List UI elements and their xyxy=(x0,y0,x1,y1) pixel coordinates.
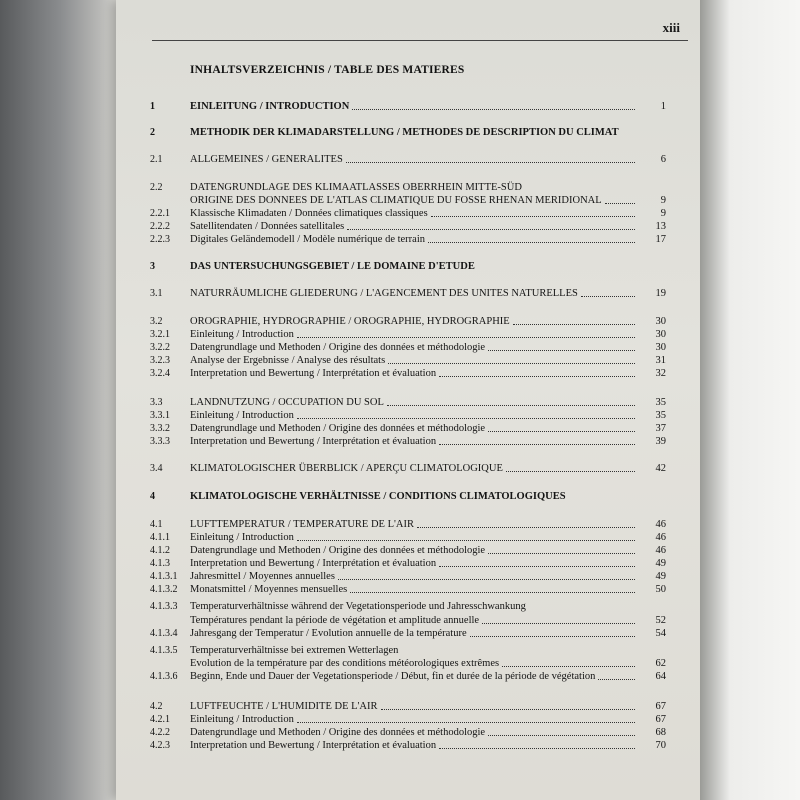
toc-entry-title: Datengrundlage und Methoden / Origine des données et méthodologie xyxy=(190,342,486,353)
dot-leader xyxy=(346,161,635,163)
toc-entry-number: 4.2 xyxy=(150,701,163,712)
toc-entry-number: 4.1.3.3 xyxy=(150,601,178,612)
toc-entry-number: 2.2.2 xyxy=(150,221,170,232)
toc-entry xyxy=(150,409,666,422)
toc-entry xyxy=(150,207,666,220)
toc-entry xyxy=(150,462,666,475)
toc-entry-number: 4.1.3.6 xyxy=(150,671,178,682)
toc-entry-title: NATURRÄUMLICHE GLIEDERUNG / L'AGENCEMENT DES UNITES NATURELLES xyxy=(190,288,578,299)
toc-entry-page: 62 xyxy=(655,658,666,669)
toc-entry-number: 4.2.1 xyxy=(150,714,170,725)
dot-leader xyxy=(605,202,635,204)
toc-entry xyxy=(150,435,666,448)
toc-entry xyxy=(150,181,666,194)
toc-entry-title: Evolution de la température par des conditions météorologiques extrêmes xyxy=(190,658,500,669)
dot-leader xyxy=(598,678,635,680)
dot-leader xyxy=(431,215,635,217)
toc-entry-title: KLIMATOLOGISCHER ÜBERBLICK / APERÇU CLIMATOLOGIQUE xyxy=(190,463,503,474)
toc-entry-title: Klassische Klimadaten / Données climatiques classiques xyxy=(190,208,428,219)
dot-leader xyxy=(488,734,635,736)
toc-entry-title: LANDNUTZUNG / OCCUPATION DU SOL xyxy=(190,397,384,408)
toc-entry xyxy=(150,220,666,233)
toc-entry-page: 46 xyxy=(655,532,666,543)
dot-leader xyxy=(352,108,635,110)
dot-leader xyxy=(488,430,635,432)
toc-entry-page: 19 xyxy=(655,288,666,299)
toc-entry xyxy=(150,233,666,246)
toc-entry-title: ORIGINE DES DONNEES DE L'ATLAS CLIMATIQUE DU FOSSE RHENAN MERIDIONAL xyxy=(190,195,602,206)
toc-entry xyxy=(150,354,666,367)
toc-entry-number: 3.3.2 xyxy=(150,423,170,434)
toc-entry-page: 64 xyxy=(655,671,666,682)
toc-entry-title: Monatsmittel / Moyennes mensuelles xyxy=(190,584,348,595)
toc-entry xyxy=(150,490,666,503)
toc-entry-number: 3.4 xyxy=(150,463,163,474)
toc-entry-page: 17 xyxy=(655,234,666,245)
toc-entry xyxy=(150,260,666,273)
toc-entry-page: 49 xyxy=(655,558,666,569)
toc-entry-number: 4.1.1 xyxy=(150,532,170,543)
toc-entry-page: 35 xyxy=(655,397,666,408)
toc-entry-title: Jahresgang der Temperatur / Evolution annuelle de la température xyxy=(190,628,467,639)
toc-entry-page: 54 xyxy=(655,628,666,639)
dot-leader xyxy=(297,721,635,723)
toc-entry-title: Einleitung / Introduction xyxy=(190,329,294,340)
toc-entry-number: 3.1 xyxy=(150,288,163,299)
toc-entry xyxy=(150,557,666,570)
dot-leader xyxy=(502,665,635,667)
toc-entry-number: 4.1.3.2 xyxy=(150,584,178,595)
toc-entry-page: 39 xyxy=(655,436,666,447)
toc-entry xyxy=(150,726,666,739)
toc-entry-title: Températures pendant la période de végétation et amplitude annuelle xyxy=(190,615,480,626)
toc-entry xyxy=(150,422,666,435)
toc-entry-page: 68 xyxy=(655,727,666,738)
toc-entry-number: 4.1.2 xyxy=(150,545,170,556)
dot-leader xyxy=(439,375,635,377)
toc-entry xyxy=(150,583,666,596)
toc-entry-number: 4.2.3 xyxy=(150,740,170,751)
toc-entry-title: EINLEITUNG / INTRODUCTION xyxy=(190,101,350,112)
dot-leader xyxy=(297,336,635,338)
toc-entry-number: 4.1.3.4 xyxy=(150,628,178,639)
dot-leader xyxy=(417,526,635,528)
toc-entry-page: 31 xyxy=(655,355,666,366)
dot-leader xyxy=(347,228,635,230)
toc-entry-number: 3.2.2 xyxy=(150,342,170,353)
toc-entry-number: 4.1.3.5 xyxy=(150,645,178,656)
toc-entry xyxy=(150,396,666,409)
toc-entry-number: 2.2 xyxy=(150,182,163,193)
toc-entry-title: LUFTTEMPERATUR / TEMPERATURE DE L'AIR xyxy=(190,519,414,530)
page-number: xiii xyxy=(662,20,680,35)
toc-entry-title: Interpretation und Bewertung / Interprétation et évaluation xyxy=(190,740,437,751)
toc-entry xyxy=(150,531,666,544)
dot-leader xyxy=(297,539,635,541)
toc-entry-page: 32 xyxy=(655,368,666,379)
dot-leader xyxy=(482,622,635,624)
toc-entry xyxy=(150,287,666,300)
toc-entry xyxy=(150,627,666,640)
toc-entry-number: 2.2.1 xyxy=(150,208,170,219)
toc-entry xyxy=(150,700,666,713)
toc-entry-title: DAS UNTERSUCHUNGSGEBIET / LE DOMAINE D'ETUDE xyxy=(190,261,475,272)
dot-leader xyxy=(439,443,635,445)
page-edge xyxy=(700,0,800,800)
toc-entry xyxy=(150,126,666,139)
dot-leader xyxy=(506,470,635,472)
dot-leader xyxy=(439,565,635,567)
dot-leader xyxy=(513,323,635,325)
toc-entry-number: 4.1.3.1 xyxy=(150,571,178,582)
toc-entry-page: 70 xyxy=(655,740,666,751)
toc-entry xyxy=(150,315,666,328)
toc-entry xyxy=(150,570,666,583)
toc-entry-number: 4.1 xyxy=(150,519,163,530)
toc-entry-title: Interpretation und Bewertung / Interprétation et évaluation xyxy=(190,436,437,447)
toc-entry-number: 3.3.3 xyxy=(150,436,170,447)
toc-entry xyxy=(150,367,666,380)
toc-entry-page: 1 xyxy=(660,101,666,112)
toc-entry-page: 52 xyxy=(655,615,666,626)
toc-entry-title: Einleitung / Introduction xyxy=(190,532,294,543)
header-rule xyxy=(152,40,688,41)
toc-entry-title: DATENGRUNDLAGE DES KLIMAATLASSES OBERRHEIN MITTE-SÜD xyxy=(190,182,522,193)
toc-entry-number: 2.1 xyxy=(150,154,163,165)
dot-leader xyxy=(488,349,635,351)
toc-entry-title: ALLGEMEINES / GENERALITES xyxy=(190,154,343,165)
toc-entry-page: 37 xyxy=(655,423,666,434)
dot-leader xyxy=(488,552,635,554)
toc-entry-page: 42 xyxy=(655,463,666,474)
toc-entry-number: 4 xyxy=(150,491,155,502)
toc-entry xyxy=(150,670,666,683)
toc-entry xyxy=(150,544,666,557)
toc-entry-number: 3.2.3 xyxy=(150,355,170,366)
toc-entry xyxy=(150,153,666,166)
toc-entry-number: 3.3.1 xyxy=(150,410,170,421)
toc-entry-title: Interpretation und Bewertung / Interprétation et évaluation xyxy=(190,368,437,379)
toc-entry xyxy=(150,328,666,341)
dot-leader xyxy=(338,578,635,580)
toc-entry-page: 46 xyxy=(655,545,666,556)
toc-entry-number: 2.2.3 xyxy=(150,234,170,245)
toc-entry xyxy=(150,657,666,670)
toc-entry xyxy=(150,194,666,207)
toc-entry xyxy=(150,614,666,627)
toc-entry-title: Datengrundlage und Methoden / Origine des données et méthodologie xyxy=(190,545,486,556)
dot-leader xyxy=(381,708,635,710)
toc-entry-title: Temperaturverhältnisse bei extremen Wetterlagen xyxy=(190,645,399,656)
toc-entry-page: 13 xyxy=(655,221,666,232)
toc-entry xyxy=(150,713,666,726)
toc-entry-page: 46 xyxy=(655,519,666,530)
toc-entry xyxy=(150,341,666,354)
toc-entry-page: 30 xyxy=(655,329,666,340)
toc-entry-title: Interpretation und Bewertung / Interprétation et évaluation xyxy=(190,558,437,569)
toc-entry-page: 49 xyxy=(655,571,666,582)
toc-entry-number: 4.1.3 xyxy=(150,558,170,569)
toc-entry-page: 6 xyxy=(660,154,666,165)
toc-entry-number: 4.2.2 xyxy=(150,727,170,738)
toc-entry-title: Beginn, Ende und Dauer der Vegetationsperiode / Début, fin et durée de la période de végétation xyxy=(190,671,596,682)
toc-entry-page: 67 xyxy=(655,714,666,725)
toc-entry-number: 3.2 xyxy=(150,316,163,327)
toc-entry xyxy=(150,518,666,531)
toc-entry-title: Digitales Geländemodell / Modèle numérique de terrain xyxy=(190,234,426,245)
toc-entry-number: 3 xyxy=(150,261,155,272)
toc-entry-number: 3.3 xyxy=(150,397,163,408)
toc-entry-title: Datengrundlage und Methoden / Origine des données et méthodologie xyxy=(190,727,486,738)
toc-entry-title: Satellitendaten / Données satellitales xyxy=(190,221,345,232)
toc-entry-title: METHODIK DER KLIMADARSTELLUNG / METHODES DE DESCRIPTION DU CLIMAT xyxy=(190,127,619,138)
toc-entry-title: OROGRAPHIE, HYDROGRAPHIE / OROGRAPHIE, HYDROGRAPHIE xyxy=(190,316,510,327)
dot-leader xyxy=(439,747,635,749)
toc-entry-page: 9 xyxy=(660,195,666,206)
toc-entry-number: 2 xyxy=(150,127,155,138)
toc-entry-page: 35 xyxy=(655,410,666,421)
toc-entry-title: Einleitung / Introduction xyxy=(190,714,294,725)
toc-entry xyxy=(150,100,666,113)
dot-leader xyxy=(387,404,635,406)
toc-entry-number: 3.2.4 xyxy=(150,368,170,379)
toc-entry-page: 9 xyxy=(660,208,666,219)
toc-heading: INHALTSVERZEICHNIS / TABLE DES MATIERES xyxy=(190,64,465,76)
toc-entry-title: KLIMATOLOGISCHE VERHÄLTNISSE / CONDITIONS CLIMATOLOGIQUES xyxy=(190,491,566,502)
toc-entry-title: LUFTFEUCHTE / L'HUMIDITE DE L'AIR xyxy=(190,701,378,712)
toc-entry xyxy=(150,644,666,657)
toc-entry-number: 1 xyxy=(150,101,155,112)
toc-entry-page: 30 xyxy=(655,342,666,353)
toc-entry xyxy=(150,600,666,613)
toc-entry-title: Jahresmittel / Moyennes annuelles xyxy=(190,571,335,582)
dot-leader xyxy=(350,591,635,593)
toc-entry xyxy=(150,739,666,752)
toc-entry-page: 30 xyxy=(655,316,666,327)
dot-leader xyxy=(581,295,635,297)
dot-leader xyxy=(388,362,635,364)
toc-entry-number: 3.2.1 xyxy=(150,329,170,340)
toc-entry-title: Datengrundlage und Methoden / Origine des données et méthodologie xyxy=(190,423,486,434)
dot-leader xyxy=(428,241,635,243)
toc-entry-page: 67 xyxy=(655,701,666,712)
dot-leader xyxy=(470,635,635,637)
toc-entry-title: Analyse der Ergebnisse / Analyse des résultats xyxy=(190,355,386,366)
toc-entry-title: Einleitung / Introduction xyxy=(190,410,294,421)
toc-entry-title: Temperaturverhältnisse während der Vegetationsperiode und Jahresschwankung xyxy=(190,601,526,612)
dot-leader xyxy=(297,417,635,419)
toc-entry-page: 50 xyxy=(655,584,666,595)
